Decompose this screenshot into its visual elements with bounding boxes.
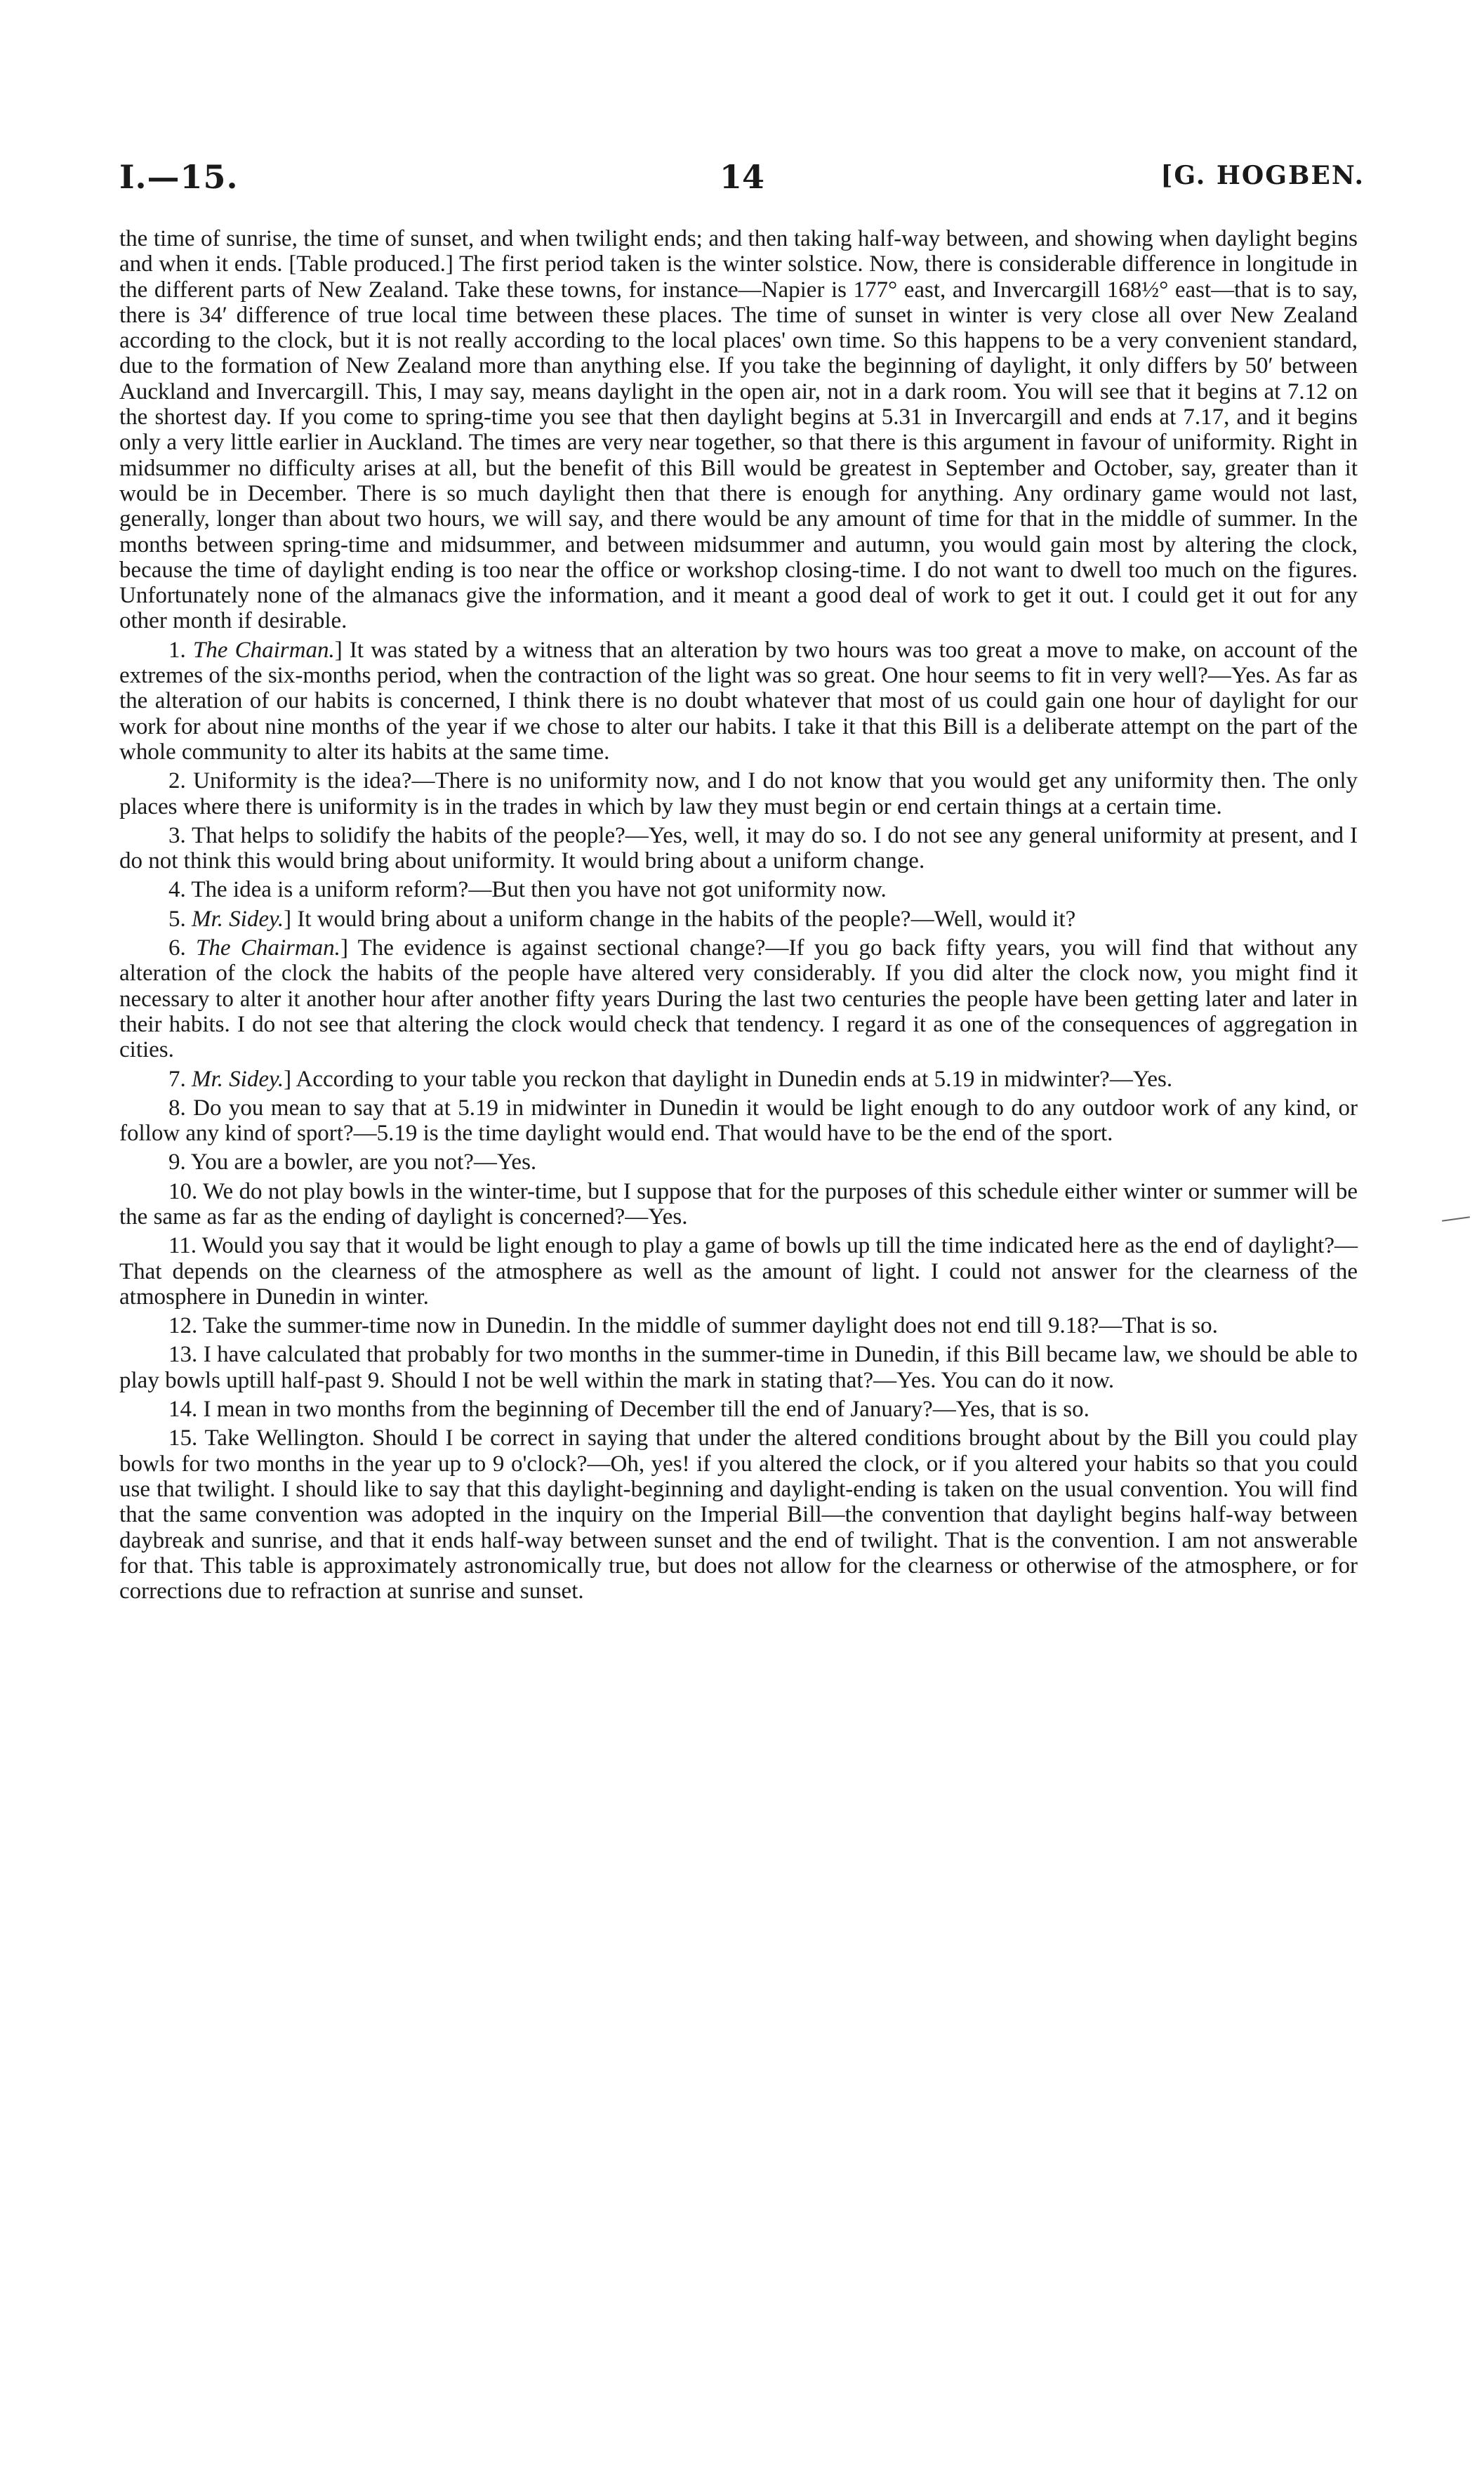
witness-name: [G. HOGBEN. [1160,161,1365,190]
paragraph-text: ] The evidence is against sectional change?—If you go back fifty years, you will find that without any alteration of the clock the habits of the people have altered very considerably. If you did alter the clock now, you might find it necessary to alter it another hour after another fifty years During the last two centuries the people have been getting later and later in their habits. I do not see that altering the clock would check that tendency. I regard it as one of the consequences of aggregation in cities. [119,935,1358,1063]
speaker-name: Mr. Sidey. [192,906,284,932]
question-15 [119,1425,1358,1604]
question-3 [119,823,1358,874]
question-10 [119,1179,1358,1230]
paragraph-text: 3. That helps to solidify the habits of the people?—Yes, well, it may do so. I do not see any general uniformity at present, and I do not think this would bring about uniformity. It would bring about a uniform change. [119,822,1358,874]
question-14 [119,1397,1358,1422]
paragraph-text: 8. Do you mean to say that at 5.19 in midwinter in Dunedin it would be light enough to do any outdoor work of any kind, or follow any kind of sport?—5.19 is the time daylight would end. That would have to be the end of the sport. [119,1095,1358,1147]
question-5 [119,907,1358,932]
document-reference: I.—15. [119,158,239,196]
paragraph-continuation [119,226,1358,634]
paragraph-text: 4. The idea is a uniform reform?—But then you have not got uniformity now. [168,877,887,903]
paragraph-text: ] According to your table you reckon that daylight in Dunedin ends at 5.19 in midwinter?—Yes. [284,1066,1173,1092]
question-12 [119,1313,1358,1338]
speaker-name: Mr. Sidey. [192,1066,284,1092]
page-body [119,226,1358,1607]
paragraph-text: ] It would bring about a uniform change in the habits of the people?—Well, would it? [284,906,1076,932]
paragraph-text: ] It was stated by a witness that an alteration by two hours was too great a move to make, on account of the extremes of the six-months period, when the contraction of the light was so great. One hour seems to fit in very well?—Yes. As far as the alteration of our habits is concerned, I think there is no doubt whatever that most of us could gain one hour of daylight for our work for about nine months of the year if we chose to alter our habits. I take it that this Bill is a deliberate attempt on the part of the whole community to alter its habits at the same time. [119,637,1358,765]
question-8 [119,1095,1358,1147]
question-7 [119,1067,1358,1092]
speaker-name: The Chairman. [192,637,335,663]
page-header [119,158,1365,207]
margin-mark [1442,1216,1470,1222]
question-number: 6. [168,935,197,961]
question-2 [119,768,1358,819]
page-number: 14 [719,158,764,196]
paragraph-text: 15. Take Wellington. Should I be correct in saying that under the altered conditions brought about by the Bill you could play bowls for two months in the year up to 9 o'clock?—Oh, yes! if you altered the clock, or if you altered your habits so that you could use that twilight. I should like to say that this daylight-beginning and daylight-ending is taken on the usual convention. You will find that the same convention was adopted in the inquiry on the Imperial Bill—the convention that daylight begins half-way between daybreak and sunrise, and that it ends half-way between sunset and the end of twilight. That is the convention. I am not answerable for that. This table is approximately astronomically true, but does not allow for the clearness or otherwise of the atmosphere, or for corrections due to refraction at sunrise and sunset. [119,1425,1358,1604]
paragraph-text: 13. I have calculated that probably for two months in the summer-time in Dunedin, if this Bill became law, we should be able to play bowls uptill half-past 9. Should I not be well within the mark in stating that?—Yes. You can do it now. [119,1342,1358,1393]
question-1 [119,638,1358,765]
speaker-name: The Chairman. [196,935,340,961]
paragraph-text: the time of sunrise, the time of sunset, and when twilight ends; and then taking half-way between, and showing when daylight begins and when it ends. [Table produced.] The first period taken is the winter solstice. Now, there is considerable difference in longitude in the different parts of New Zealand. Take these towns, for instance—Napier is 177° east, and Invercargill 168½° east—that is to say, there is 34′ difference of true local time between these places. The time of sunset in winter is very close all over New Zealand according to the clock, but it is not really according to the local places' own time. So this happens to be a very convenient standard, due to the formation of New Zealand more than anything else. If you take the beginning of daylight, it only differs by 50′ between Auckland and Invercargill. This, I may say, means daylight in the open air, not in a dark room. You will see that it begins at 7.12 on the shortest day. If you come to spring-time you see that then daylight begins at 5.31 in Invercargill and ends at 7.17, and it begins only a very little earlier in Auckland. The times are very near together, so that there is this argument in favour of uniformity. Right in midsummer no difficulty arises at all, but the benefit of this Bill would be greatest in September and October, say, greater than it would be in December. There is so much daylight then that there is enough for anything. Any ordinary game would not last, generally, longer than about two hours, we will say, and there would be any amount of time for that in the middle of summer. In the months between spring-time and midsummer, and between midsummer and autumn, you would gain most by altering the clock, because the time of daylight ending is too near the office or workshop closing-time. I do not want to dwell too much on the figures. Unfortunately none of the almanacs give the information, and it meant a good deal of work to get it out. I could get it out for any other month if desirable. [119,226,1358,634]
question-4 [119,877,1358,902]
paragraph-text: 2. Uniformity is the idea?—There is no uniformity now, and I do not know that you would get any uniformity then. The only places where there is uniformity is in the trades in which by law they must begin or end certain things at a certain time. [119,768,1358,819]
question-number: 5. [168,906,192,932]
paragraph-text: 11. Would you say that it would be light enough to play a game of bowls up till the time indicated here as the end of daylight?—That depends on the clearness of the atmosphere as well as the amount of light. I could not answer for the clearness of the atmosphere in Dunedin in winter. [119,1233,1358,1310]
question-number: 1. [168,637,193,663]
question-9 [119,1149,1358,1175]
question-11 [119,1233,1358,1310]
question-13 [119,1342,1358,1393]
paragraph-text: 9. You are a bowler, are you not?—Yes. [168,1149,537,1175]
paragraph-text: 14. I mean in two months from the beginning of December till the end of January?—Yes, that is so. [168,1397,1089,1423]
question-number: 7. [168,1066,192,1092]
paragraph-text: 12. Take the summer-time now in Dunedin. In the middle of summer daylight does not end till 9.18?—That is so. [168,1313,1218,1339]
question-6 [119,935,1358,1062]
paragraph-text: 10. We do not play bowls in the winter-time, but I suppose that for the purposes of this schedule either winter or summer will be the same as far as the ending of daylight is concerned?—Yes. [119,1178,1358,1230]
